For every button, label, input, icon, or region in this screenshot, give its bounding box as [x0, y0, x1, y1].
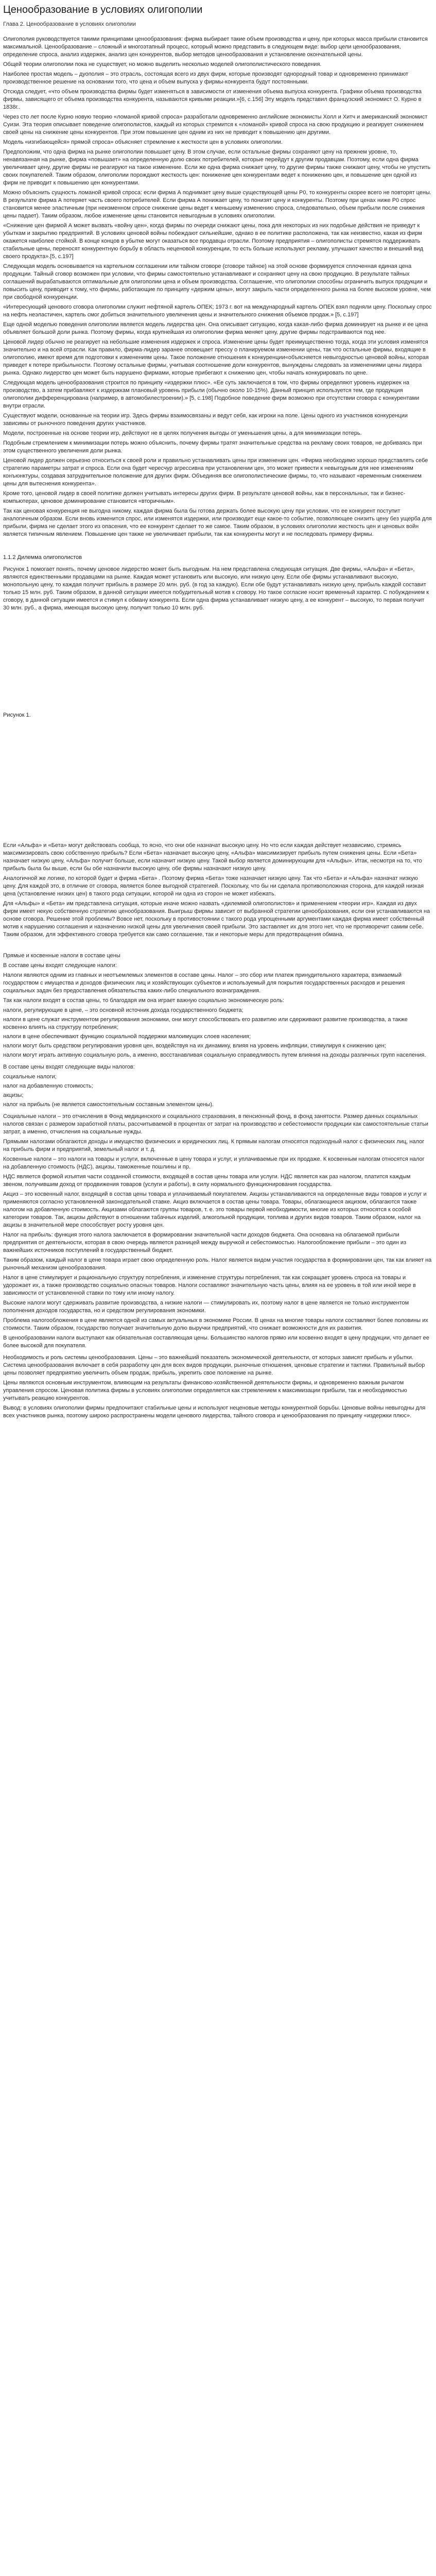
- section-3-body: [3, 842, 432, 939]
- paragraph: В составе цены входят следующие налоги:: [3, 962, 117, 969]
- paragraph: Вывод: в условиях олигополии фирмы предпочитают стабильные цены и используют неценовые методы конкурентной борьбы. Ценовые войны невыгодны для всех участников рынка, поэтому широко распространены модели ценового лидерства, тайного сговора и ценообразования по принципу «издержки плюс».: [3, 1405, 426, 1419]
- paragraph: Кроме того, ценовой лидер в своей политике должен учитывать интересы других фирм. В результате ценовой войны, как в персональных, так и бизнес-компьютерах, ценовое доминирование становится «вторичным».: [3, 490, 406, 504]
- list-item: налоги в цене обеспечивают функцию социальной поддержки малоимущих слоев населения;: [3, 1033, 251, 1040]
- section-1-body: [3, 36, 432, 538]
- paragraph: НДС является формой изъятия части созданной стоимости, входящей в состав цены товара или услуги. НДС является как раз налогом, платится каждым звеном, получившим доход от продвижения товаров (услуги и работы), в силу нормального функционирования государства.: [3, 1174, 411, 1188]
- paragraph: Ценовой лидер должен серьезно относиться к своей роли и правильно устанавливать цены при изменении цен. «Фирма необходимо хорошо представлять себе стратегию параметры затрат и спроса. Если она будет чересчур агрессивна при установлении цен, это может привести к невыгодным для нее изменениям конъюнктуры, создавая затруднительное положение для других фирм. Объединяя все олигополистические фирмы, то, что называют «временным снижением цены для вытеснения конкурента».: [3, 457, 428, 487]
- list-item: налог на прибыль (не является самостоятельным составным элементом цены).: [3, 1101, 214, 1108]
- list-item: социальные налоги;: [3, 1074, 57, 1080]
- section-5-body: [3, 1354, 432, 1420]
- paragraph: Необходимость и роль системы ценообразования. Цены – это важнейший показатель экономической деятельности, от которых зависят прибыль и убытки. Система ценообразования включает в себя разработку цен для всех видов продукции, рыночные отношения, ценовые стратегии и тактики. Правильный выбор цены позволяет предприятию увеличить объем продаж, прибыль, укрепить свое положение на рынке.: [3, 1354, 425, 1376]
- section-heading: 1.1.2 Дилемма олигополистов: [3, 554, 82, 561]
- figure-area: [3, 614, 432, 712]
- paragraph: Олигополия руководствуется такими принципами ценообразования: фирма выбирает такие объем производства и цену, при которых масса прибыли становится максимальной. Ценообразование – сложный и многоэтапный процесс, который можно представить в следующем виде: выбор цели ценообразования, определение спроса, анализ издержек, анализ цен конкурентов, выбор методов ценообразования и установление окончательной цены.: [3, 36, 428, 58]
- paragraph: Так как налоги входят в состав цены, то благодаря им она играет важную социально экономическую роль:: [3, 997, 284, 1004]
- paragraph: Проблема налогообложения в цене является одной из самых актуальных в экономике России. В ценах на многие товары налоги составляют более половины их стоимости. Таким образом, государство получает значительную долю выручки предприятий, что снижает возможности для их развития.: [3, 1317, 428, 1331]
- figure-caption: Рисунок 1.: [3, 712, 31, 718]
- paragraph: Прямыми налогами облагаются доходы и имущество физических и юридических лиц. К прямым налогам относятся подоходный налог с физических лиц, налог на прибыль фирм и предприятий, земельный налог и т. д.: [3, 1139, 425, 1153]
- paragraph: Модели, построенные на основе теории игр, действуют не в целях получения выгоды от уменьшения цены, а для минимизации потерь.: [3, 430, 362, 436]
- list-item: акцизы;: [3, 1092, 24, 1098]
- paragraph: Подобным стремлением к минимизации потерь можно объяснить, почему фирмы тратят значительные средства на рекламу своих товаров, не добиваясь при этом существенного увеличения доли рынка.: [3, 440, 422, 454]
- list-item: налоги в цене служат инструментом регулирования экономики, они могут способствовать его развитию или сдерживают развитие производства, а также косвенно влиять на структуру потребления;: [3, 1016, 408, 1030]
- list-item: налоги могут быть средством регулирования уровня цен, воздействуя на их динамику, влияя на уровень инфляции, стимулируя к снижению цен;: [3, 1043, 386, 1049]
- paragraph: Акциз – это косвенный налог, входящий в состав цены товара и уплачиваемый покупателем. Акцизы устанавливаются на определенные виды товаров и услуг и применяются согласно установленной законодательной ставке. Акциз включается в состав цены товара. Товары, облагающиеся акцизом, облагаются также налогом на добавленную стоимость. Акцизами облагаются группы товаров, т. е. это товары первой необходимости, многие из которых относятся к особой категории товаров. Так, акцизы действуют в отношении табачных изделий, алкогольной продукции, топлива и других видов товаров. Таким образом, налог на акцизы в значительной мере способствует росту уровня цен.: [3, 1191, 427, 1228]
- paragraph: Налог в цене стимулирует и рациональную структуру потребления, и изменение структуры потребления, так как сокращает уровень спроса на товары и удорожает их, а также производство социально опасных товаров. Налоги составляют значительную часть цены, влияя на ее уровень в той или иной мере в зависимости от установленной ставки по тому или иному налогу.: [3, 1275, 416, 1296]
- paragraph: Косвенные налоги – это налоги на товары и услуги, включенные в цену товара и услуг, и уплачиваемые при их продаже. К косвенным налогам относятся налог на добавленную стоимость (НДС), акцизы, таможенные пошлины и пр.: [3, 1156, 425, 1170]
- paragraph: В составе цены входят следующие виды налогов:: [3, 1064, 135, 1070]
- paragraph: Социальные налоги – это отчисления в Фонд медицинского и социального страхования, в пенсионный фонд, в фонд занятости. Размер данных социальных налогов связан с размером заработной платы, рассчитываемой в процентах от затрат на производство и себестоимости продукции как самостоятельные статьи затрат, а именно, отчисления на социальные нужды.: [3, 1113, 428, 1135]
- paragraph: Ценовой лидер обычно не реагирует на небольшие изменения издержек и спроса. Изменение цены будет преимущественно тогда, когда эти условия изменятся значительно и на всей отрасли. Как правило, фирма-лидер заранее оповещает прессу о планируемом изменении цены, так что остальные фирмы, входящие в олигополию, имеют время для подготовки к изменениям цены. Такое положение отношения к конкуренции«объясняется невыгодностью ценовой войны, которая приведет к потере прибыльности. Поэтому остальные фирмы, учитывая соотношение доли конкурентов, вынуждены следовать за изменениями цены лидера рынка. Однако лидерство цен может быть нарушено фирмами, которые прибегают к снижению цен, чтобы начать конкурировать по цене.: [3, 339, 429, 376]
- paragraph: Высокие налоги могут сдерживать развитие производства, а низкие налоги — стимулировать их, поэтому налог в цене является не только инструментом пополнения доходов государства, но и средством регулирования экономики.: [3, 1300, 409, 1314]
- list-item: налоги, регулирующие в цене, – это основной источник дохода государственного бюджета;: [3, 1007, 243, 1013]
- paragraph: Модель «изгибающейся» прямой спроса» объясняет стремление к жесткости цен в условиях олигополии.: [3, 139, 283, 145]
- paragraph: Налог на прибыль: функция этого налога заключается в формировании значительной части доходов бюджета. Она основана на облагаемой прибыли предприятия от деятельности, которая в свою очередь является разницей между выручкой и себестоимостью. Налогообложение прибыли – это один из важнейших источников поступлений в государственный бюджет.: [3, 1232, 407, 1253]
- document-title: Ценообразование в условиях олигополии: [3, 4, 203, 15]
- paragraph: Предположим, что одна фирма на рынке олигополии повышает цену. В этом случае, если остальные фирмы сохраняют цену на прежнем уровне, то, ненавязанная на рынке, фирма «повышает» на определенную долю своих потребителей, которые перейдут к другим продавцам. Поэтому, если одна фирма увеличивает цену, другие фирмы не реагируют на такое изменение. Если же одна фирма снижает цену, то другие фирмы также снижают цену, чтобы не упустить своих покупателей. Таким образом, олигополии порождают жесткость цен: понижение цен конкурентами ведет к понижению цен, и повышение цен одной из фирм не приводит к повышению цен конкурентами.: [3, 149, 431, 186]
- section-2-body: [3, 566, 432, 612]
- paragraph: Если «Альфа» и «Бета» могут действовать сообща, то ясно, что они обе назначат высокую цену. Но что если каждая действует независимо, стремясь максимизировать свою собственную прибыль? Если «Бета» назначает высокую цену, «Альфа» максимизирует прибыль путем снижения цены. Если «Бета» назначает низкую цену, «Альфа» получит больше, если назначит низкую цену. Такой выбор является доминирующим для «Альфы». Итак, несмотря на то, что прибыль была бы выше, если бы обе назначили высокую цену, обе фирмы назначают низкую цену.: [3, 842, 422, 872]
- paragraph: Следующая модель основывается на картельном соглашении или тайном сговоре (сговоре тайное) на этой основе формируется сплоченная единая цена продукции. Тайный сговор возможен при условии, что фирмы самостоятельно устанавливают и сохраняют цену на свою продукцию. В результате тайных соглашений вырабатываются оптимальные для олигополии цена и объем производства. Соглашение, что олигополии способны ограничить выпуск продукции и повысить цену, приводит к тому, что фирмы, работающие по принципу «держим цены», могут закрыть части определенного рынка на более высоком уровне, чем при свободной конкуренции.: [3, 263, 431, 300]
- paragraph: «Снижение цен фирмой А может вызвать «войну цен», когда фирмы по очереди снижают цены, пока для некоторых из них подобные действия не приведут к убыткам и закрытию предприятий. В условиях ценовой войны побеждают сильнейшие, однако в ее политике расположена, так как неизвестно, какая из фирм окажется наиболее стойкой. В конце концов в убытке могут оказаться все продавцы отрасли. Поэтому предприятия – олигополисты стремятся поддерживать стабильные цены, переносят конкурентную борьбу в область неценовой конкуренции, то есть больше используют рекламу, улучшают качество и внешний вид своего продукта».[5, с.197]: [3, 223, 424, 260]
- paragraph: Аналогичной же логике, по которой будет и фирма «Бета» . Поэтому фирма «Бета» тоже назначает низкую цену. Так что «Бета» и «Альфа» назначат низкую цену. Для каждой это, в отличие от сговора, является более выгодной стратегией. Поскольку, что бы ни сделала противоположная сторона, для каждой низкая цена (установление низких цен) в такого рода ситуации, которой ни одна из сторон не может избежать.: [3, 875, 424, 897]
- list-item: налоги могут играть активную социальную роль, а именно, восстанавливая социальную справедливость путем влияния на доходы различных групп населения.: [3, 1052, 426, 1058]
- paragraph: Следующая модель ценообразования строится по принципу «издержки плюс». «Ее суть заключается в том, что фирмы определяют уровень издержек на производство, а затем прибавляют к издержкам плановый уровень прибыли (обычно около 10-15%). Данный принцип используется тем, где продукция олигополии дифференцирована (например, в автомобилестроении).» [5, с.198] Подобное поведение фирм возможно при отсутствии сговора с конкурентами внутри отрасли.: [3, 380, 420, 409]
- paragraph: Еще одной моделью поведения олигополии является модель лидерства цен. Она описывает ситуацию, когда какая-либо фирма доминирует на рынке и ее цена объявляет большой доли рынка. Поэтому фирмы, когда крупнейшая из олигополии фирма меняет цену, другие фирмы подстраиваются под нее.: [3, 321, 428, 335]
- section-4-body: [3, 952, 432, 1350]
- paragraph: Так как ценовая конкуренция не выгодна никому, каждая фирма была бы готова держать более высокую цену при условии, что ее конкурент поступит аналогичным образом. Если вновь изменится спрос, или изменятся издержки, или производит еще какое-то событие, позволяющее снизить цену без ущерба для прибыли, фирма не сделает этого из опасения, что ее конкурент сделает то же самое. Таким образом, в условиях олигополии жесткость цен и ценовых войн является типичным явлением. Повышение цен также не увеличивает прибыли, так как конкуренты могут и не последовать примеру фирмы.: [3, 508, 432, 537]
- paragraph: Для «Альфы» и «Бета» им представлена ситуация, которые иначе можно назвать «дилеммой олигополистов» и применением «теории игр». Каждая из двух фирм имеет некую собственную стратегию ценообразования. Выигрыш фирмы зависит от выбранной стратегии ценообразования, если они устанавливаются на основе сговора. Решение этой проблемы? Вовсе нет, поскольку в противостоянии с такого рода упрощенными аргументами каждая фирма имеет собственный мотив к нарушению соглашения и назначению низкой цены для увеличения своей прибыли. Это заставляет их для этого нет, что не противоречит самим себе. Таким образом, для эффективного сговора требуется как само соглашение, так и некоторые меры для предотвращения обмана.: [3, 901, 430, 938]
- paragraph: Таким образом, каждый налог в цене товара играет свою определенную роль. Налог является видом участия государства в формировании цен, так как влияет на рыночный механизм ценообразования.: [3, 1257, 432, 1271]
- paragraph: Общей теории олигополии пока не существует, но можно выделить несколько моделей олигополистического поведения.: [3, 61, 322, 67]
- paragraph: Можно объяснить сущность ломаной кривой спроса: если фирма А поднимает цену выше существующей цены P0, то конкуренты скорее всего не повторят цены. В результате фирма А потеряет часть своего потребителей. Если фирма А понижает цену, то понизят цену и конкуренты. Поэтому при ценах ниже P0 спрос становится менее эластичным (при неизменном спросе снижение цены ведет к меньшему изменению спроса, следовательно, объем прибыли после снижения цены падает). Таким образом, любое изменение цены становится невыгодным в условиях олигополии.: [3, 190, 431, 219]
- paragraph: Существуют модели, основанные на теории игр. Здесь фирмы взаимосвязаны и ведут себя, как игроки на поле. Цены одного из участников конкуренции зависимы от рыночного поведения других участников.: [3, 413, 408, 427]
- paragraph: «Интересующий ценового сговора олигополии служит нефтяной картель ОПЕК; 1973 г. вот на международный картель ОПЕК взял подняли цену. Поскольку спрос на нефть неэластичен, картель смог добиться значительного увеличения цены и значительного снижения объемов продаж.» [5, с.197]: [3, 304, 432, 318]
- paragraph: Через сто лет после Курно новую теорию «ломаной кривой спроса» разработали одновременно английские экономисты Холл и Хитч и американский экономист Суизи. Эта теория описывает поведение олигополистов, каждый из которых стремится к «ломаной» кривой спроса на свою продукцию и реагирует снижением своей цены на снижение цены конкурентов. При этом повышение цен одним из них не приводит к повышению цен другими.: [3, 114, 428, 135]
- list-item: налог на добавленную стоимость;: [3, 1083, 93, 1089]
- paragraph: Наиболее простая модель – дуополия – это отрасль, состоящая всего из двух фирм, которые производят однородный товар и одновременно принимают производственное решение на основании того, что цена и объем выпуска у фирмы-конкурента будут постоянными.: [3, 71, 409, 85]
- subsection-title: Прямые и косвенные налоги в составе цены: [3, 953, 120, 959]
- paragraph: Отсюда следует, «что объем производства фирмы будет изменяться в зависимости от изменения объема выпуска конкурента. Графики объема производства фирмы, зависящего от объема производства конкурента, называются кривыми реакции.»[6, с.156] Эту модель представил французский экономист О. Курно в 1838г..: [3, 89, 422, 110]
- chapter-heading: Глава 2. Ценообразование в условиях олигополии: [3, 21, 136, 27]
- figure-placeholder: [3, 718, 432, 842]
- paragraph: Цены являются основным инструментом, влияющим на результаты финансово-хозяйственной деятельности фирмы, и одновременно важным рычагом управления спросом. Ценовая политика фирмы в условиях олигополии определяется как стремлением к максимизации прибыли, так и необходимостью учитывать реакцию конкурентов.: [3, 1380, 407, 1401]
- paragraph: Рисунок 1 помогает понять, почему ценовое лидерство может быть выгодным. На нем представлена следующая ситуация. Две фирмы, «Альфа» и «Бета», являются единственными продавцами на рынке. Каждая может установить или высокую, или низкую цену. Если обе фирмы устанавливают высокую, монопольную цену, то каждая получит прибыль в размере 20 млн. руб. (в год за каждую). Если обе будут устанавливать низкую цену, прибыль каждой составит только 15 млн. руб. Таким образом, в данной ситуации имеется побудительный мотив к сговору. Но такое согласие носит временный характер. С побуждением к сговору, в данной ситуации имеется и стимул к обману конкурента. Если одна фирма устанавливает низкую цену, а ее конкурент – высокую, то первая получит 30 млн. руб., а фирма, имеющая высокую цену, получит только 10 млн. руб.: [3, 566, 429, 611]
- paragraph: В ценообразовании налоги выступают как обязательная составляющая цены. Большинство налогов прямо или косвенно входят в цену продукции, что делает ее более высокой для покупателя.: [3, 1335, 429, 1349]
- paragraph: Налоги являются одним из главных и неотъемлемых элементов в составе цены. Налог – это сбор или платеж принудительного характера, взимаемый государством с имущества и доходов физических лиц и хозяйствующих субъектов и используемый для покрытия государственных расходов и решения социальных задач без предоставления обязательства каких-либо специального вознаграждения.: [3, 972, 405, 994]
